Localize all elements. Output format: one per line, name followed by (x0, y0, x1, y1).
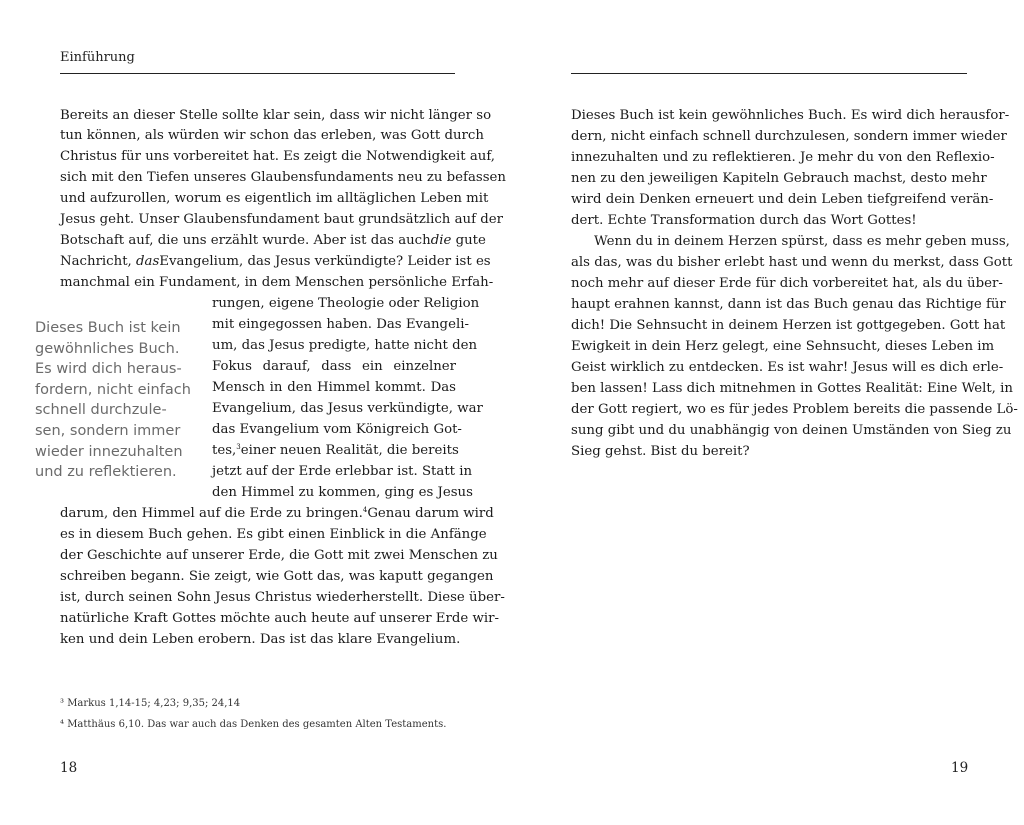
body-line: jetzt auf der Erde erlebbar ist. Statt in (212, 464, 473, 479)
body-line: Mensch in den Himmel kommt. Das (212, 380, 456, 395)
body-line: Bereits an dieser Stelle sollte klar sein, dass wir nicht länger so (60, 108, 492, 123)
body-line: es in diesem Buch gehen. Es gibt einen Einblick in die Anfänge (60, 527, 487, 542)
body-line: sich mit den Tiefen unseres Glaubensfundaments neu zu befassen (60, 170, 506, 185)
body-line: Jesus geht. Unser Glaubensfundament baut grundsätzlich auf der (60, 212, 503, 227)
body-line: der Geschichte auf unserer Erde, die Gott mit zwei Menschen zu (60, 548, 498, 563)
footnote-marker: 3 (236, 443, 241, 451)
body-line: ben lassen! Lass dich mitnehmen in Gottes Realität: Eine Welt, in (571, 381, 1013, 396)
body-line (60, 252, 491, 272)
header-rule (571, 73, 967, 74)
body-text: Nachricht, (60, 254, 132, 269)
body-text (60, 252, 159, 272)
emphasis: die (430, 233, 452, 248)
body-line: das Evangelium vom Königreich Got- (212, 422, 462, 437)
body-line: Fokus darauf, dass ein einzelner (212, 359, 456, 374)
running-head: Einführung (60, 50, 135, 65)
page-number: 18 (60, 760, 78, 776)
pull-quote-line: Dieses Buch ist kein (35, 320, 181, 336)
body-line: Evangelium, das Jesus verkündigte, war (212, 401, 483, 416)
body-line: Ewigkeit in dein Herz gelegt, eine Sehnsucht, dieses Leben im (571, 339, 995, 354)
body-line: ist, durch seinen Sohn Jesus Christus wiederherstellt. Diese über- (60, 590, 505, 605)
body-line: Wenn du in deinem Herzen spürst, dass es mehr geben muss, (594, 234, 1010, 249)
body-text: tes, (212, 443, 237, 458)
body-line: um, das Jesus predigte, hatte nicht den (212, 338, 478, 353)
body-line: manchmal ein Fundament, in dem Menschen persönliche Erfah- (60, 275, 494, 290)
body-line: rungen, eigene Theologie oder Religion (212, 296, 480, 311)
pull-quote-line: und zu reflektieren. (35, 464, 177, 481)
body-text (60, 504, 367, 524)
body-line: schreiben begann. Sie zeigt, wie Gott das, was kaputt gegangen (60, 569, 494, 584)
body-line (60, 231, 486, 251)
body-line (212, 441, 459, 461)
body-text (212, 441, 241, 461)
body-line: nen zu den jeweiligen Kapiteln Gebrauch machst, desto mehr (571, 171, 987, 186)
pull-quote-line: sen, sondern immer (35, 422, 181, 439)
body-text: Evangelium, das Jesus verkündigte? Leider ist es (159, 254, 491, 269)
body-line: Christus für uns vorbereitet hat. Es zeigt die Notwendigkeit auf, (60, 149, 495, 164)
body-text (431, 231, 486, 251)
pull-quote-line: wieder innezuhalten (35, 443, 183, 460)
body-line: natürliche Kraft Gottes möchte auch heute auf unserer Erde wir- (60, 611, 499, 626)
body-line: dert. Echte Transformation durch das Wort Gottes! (571, 213, 917, 228)
footnote: ³ Markus 1,14-15; 4,23; 9,35; 24,14 (60, 698, 241, 709)
body-line: wird dein Denken erneuert und dein Leben tiefgreifend verän- (571, 192, 994, 207)
body-line: mit eingegossen haben. Das Evangeli- (212, 317, 469, 332)
emphasis: das (136, 254, 160, 269)
body-line: haupt erahnen kannst, dann ist das Buch genau das Richtige für (571, 297, 1006, 312)
body-line: innezuhalten und zu reflektieren. Je mehr du von den Reflexio- (571, 150, 995, 165)
right-page (512, 0, 1024, 825)
body-line: der Gott regiert, wo es für jedes Problem bereits die passende Lö- (571, 402, 1018, 417)
body-line: Sieg gehst. Bist du bereit? (571, 444, 750, 459)
footnote: ⁴ Matthäus 6,10. Das war auch das Denken des gesamten Alten Testaments. (60, 719, 447, 730)
body-text: gute (451, 233, 486, 248)
page-number: 19 (951, 760, 969, 776)
body-line: noch mehr auf dieser Erde für dich vorbereitet hat, als du über- (571, 276, 1003, 291)
pull-quote-line: Es wird dich heraus- (35, 361, 182, 378)
body-line: sung gibt und du unabhängig von deinen Umständen von Sieg zu (571, 423, 1012, 438)
header-rule (60, 73, 455, 74)
body-line: dich! Die Sehnsucht in deinem Herzen ist gottgegeben. Gott hat (571, 318, 1006, 333)
pull-quote (35, 318, 210, 483)
body-text: darum, den Himmel auf die Erde zu bringen. (60, 506, 363, 521)
pull-quote-line: gewöhnliches Buch. (35, 340, 180, 357)
body-line (60, 504, 494, 524)
pull-quote-line: fordern, nicht einfach (35, 381, 191, 398)
body-text: einer neuen Realität, die bereits (240, 443, 459, 458)
body-text: Botschaft auf, die uns erzählt wurde. Aber ist das auch (60, 233, 431, 248)
body-line: als das, was du bisher erlebt hast und wenn du merkst, dass Gott (571, 255, 1013, 270)
body-line: Geist wirklich zu entdecken. Es ist wahr! Jesus will es dich erle- (571, 360, 1004, 375)
body-line: tun können, als würden wir schon das erleben, was Gott durch (60, 128, 484, 143)
body-line: Dieses Buch ist kein gewöhnliches Buch. Es wird dich herausfor- (571, 108, 1010, 123)
body-text: Genau darum wird (367, 506, 494, 521)
pull-quote-line: schnell durchzule- (35, 402, 167, 419)
body-line: und aufzurollen, worum es eigentlich im alltäglichen Leben mit (60, 191, 489, 206)
footnote-marker: 4 (362, 506, 368, 514)
body-line: dern, nicht einfach schnell durchzulesen, sondern immer wieder (571, 129, 1007, 144)
body-line: den Himmel zu kommen, ging es Jesus (212, 485, 473, 500)
body-line: ken und dein Leben erobern. Das ist das klare Evangelium. (60, 632, 461, 647)
